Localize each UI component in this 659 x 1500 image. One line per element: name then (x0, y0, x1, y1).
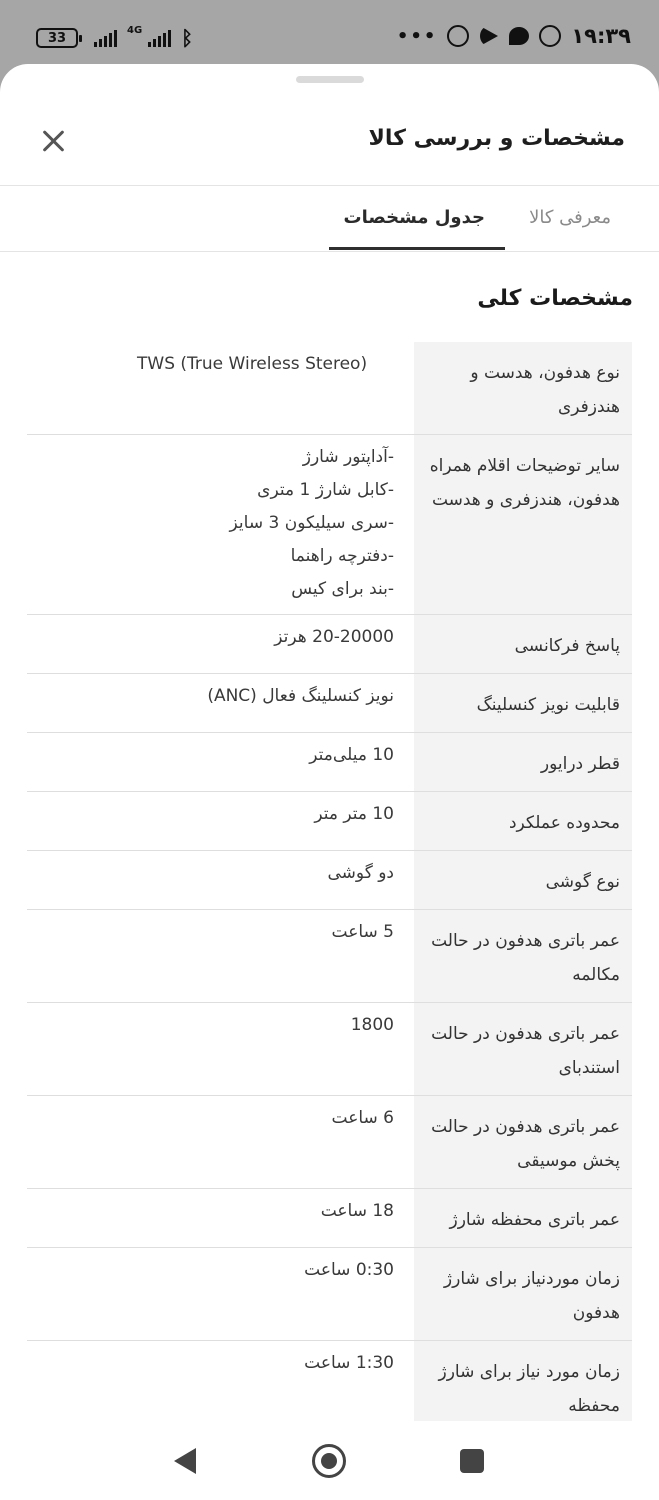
spec-row (27, 435, 632, 615)
spec-value: 18 ساعت (320, 1201, 394, 1221)
message-icon (509, 27, 529, 45)
spec-key: عمر باتری هدفون در حالت استندبای (414, 1003, 632, 1095)
spec-value: 0:30 ساعت (304, 1260, 394, 1280)
spec-value: 1:30 ساعت (304, 1353, 394, 1373)
spec-row (27, 615, 632, 674)
spec-key: محدوده عملکرد (414, 792, 632, 850)
alarm-icon (539, 25, 561, 47)
section-title: مشخصات کلی (477, 286, 633, 311)
spec-key: قطر درایور (414, 733, 632, 791)
spec-row (27, 1096, 632, 1189)
spec-value: 6 ساعت (331, 1108, 394, 1128)
battery-icon (36, 28, 78, 48)
page-title: مشخصات و بررسی کالا (368, 126, 625, 151)
spec-key: عمر باتری هدفون در حالت پخش موسیقی (414, 1096, 632, 1188)
bottom-sheet (0, 64, 659, 1500)
spec-row (27, 792, 632, 851)
spec-row (27, 1003, 632, 1096)
spec-value: 10 متر متر (314, 804, 394, 824)
tab-specs-table[interactable]: جدول مشخصات (343, 207, 485, 228)
spec-key: زمان موردنیاز برای شارژ هدفون (414, 1248, 632, 1340)
spec-value: دو گوشی (327, 863, 394, 883)
back-icon[interactable] (174, 1448, 196, 1474)
sheet-drag-handle[interactable] (296, 76, 364, 83)
signal-icon-2 (148, 29, 171, 47)
spec-key: نوع هدفون، هدست و هندزفری (414, 342, 632, 434)
spec-row (27, 1248, 632, 1341)
status-right (397, 24, 631, 48)
spec-key: قابلیت نویز کنسلینگ (414, 674, 632, 732)
sheet-header (0, 104, 659, 186)
spec-row (27, 342, 632, 435)
more-notifications: ••• (396, 25, 438, 47)
recents-icon[interactable] (460, 1449, 484, 1473)
spec-key: سایر توضیحات اقلام همراه هدفون، هندزفری و هدست (414, 435, 632, 614)
spec-key: زمان مورد نیاز برای شارژ محفظه (414, 1341, 632, 1433)
spec-key: نوع گوشی (414, 851, 632, 909)
spec-value: 5 ساعت (331, 922, 394, 942)
tab-bar (0, 187, 659, 252)
spec-row (27, 733, 632, 792)
spec-key: عمر باتری هدفون در حالت مکالمه (414, 910, 632, 1002)
spec-key: پاسخ فرکانسی (414, 615, 632, 673)
spec-row (27, 674, 632, 733)
tab-product-intro[interactable]: معرفی کالا (529, 207, 611, 228)
battery-level: 33 (47, 30, 67, 46)
spec-value: -آداپتور شارژ -کابل شارژ 1 متری -سری سیلیکون 3 سایز -دفترچه راهنما -بند برای کیس (229, 447, 394, 599)
spec-value: 1800 (350, 1015, 394, 1035)
spec-value: TWS (True Wireless Stereo) (137, 354, 368, 374)
spec-key: عمر باتری محفظه شارژ (414, 1189, 632, 1247)
spec-value: 20-20000 هرتز (274, 627, 394, 647)
network-type: 4G (127, 24, 143, 36)
edge-icon (447, 25, 469, 47)
close-icon[interactable] (36, 124, 70, 158)
system-nav-bar (0, 1421, 659, 1500)
telegram-icon (480, 26, 498, 46)
clock: ۱۹:۳۹ (571, 24, 631, 48)
active-tab-indicator (329, 247, 505, 250)
spec-row (27, 851, 632, 910)
spec-row (27, 1189, 632, 1248)
bluetooth-icon: ᛒ (181, 26, 194, 50)
status-left (36, 26, 193, 50)
spec-table (27, 342, 632, 1433)
spec-row (27, 910, 632, 1003)
spec-row (27, 1341, 632, 1433)
spec-value: 10 میلی‌متر (309, 745, 394, 765)
home-icon[interactable] (312, 1444, 346, 1478)
signal-icon (94, 29, 117, 47)
spec-value: نویز کنسلینگ فعال (ANC) (207, 686, 394, 706)
